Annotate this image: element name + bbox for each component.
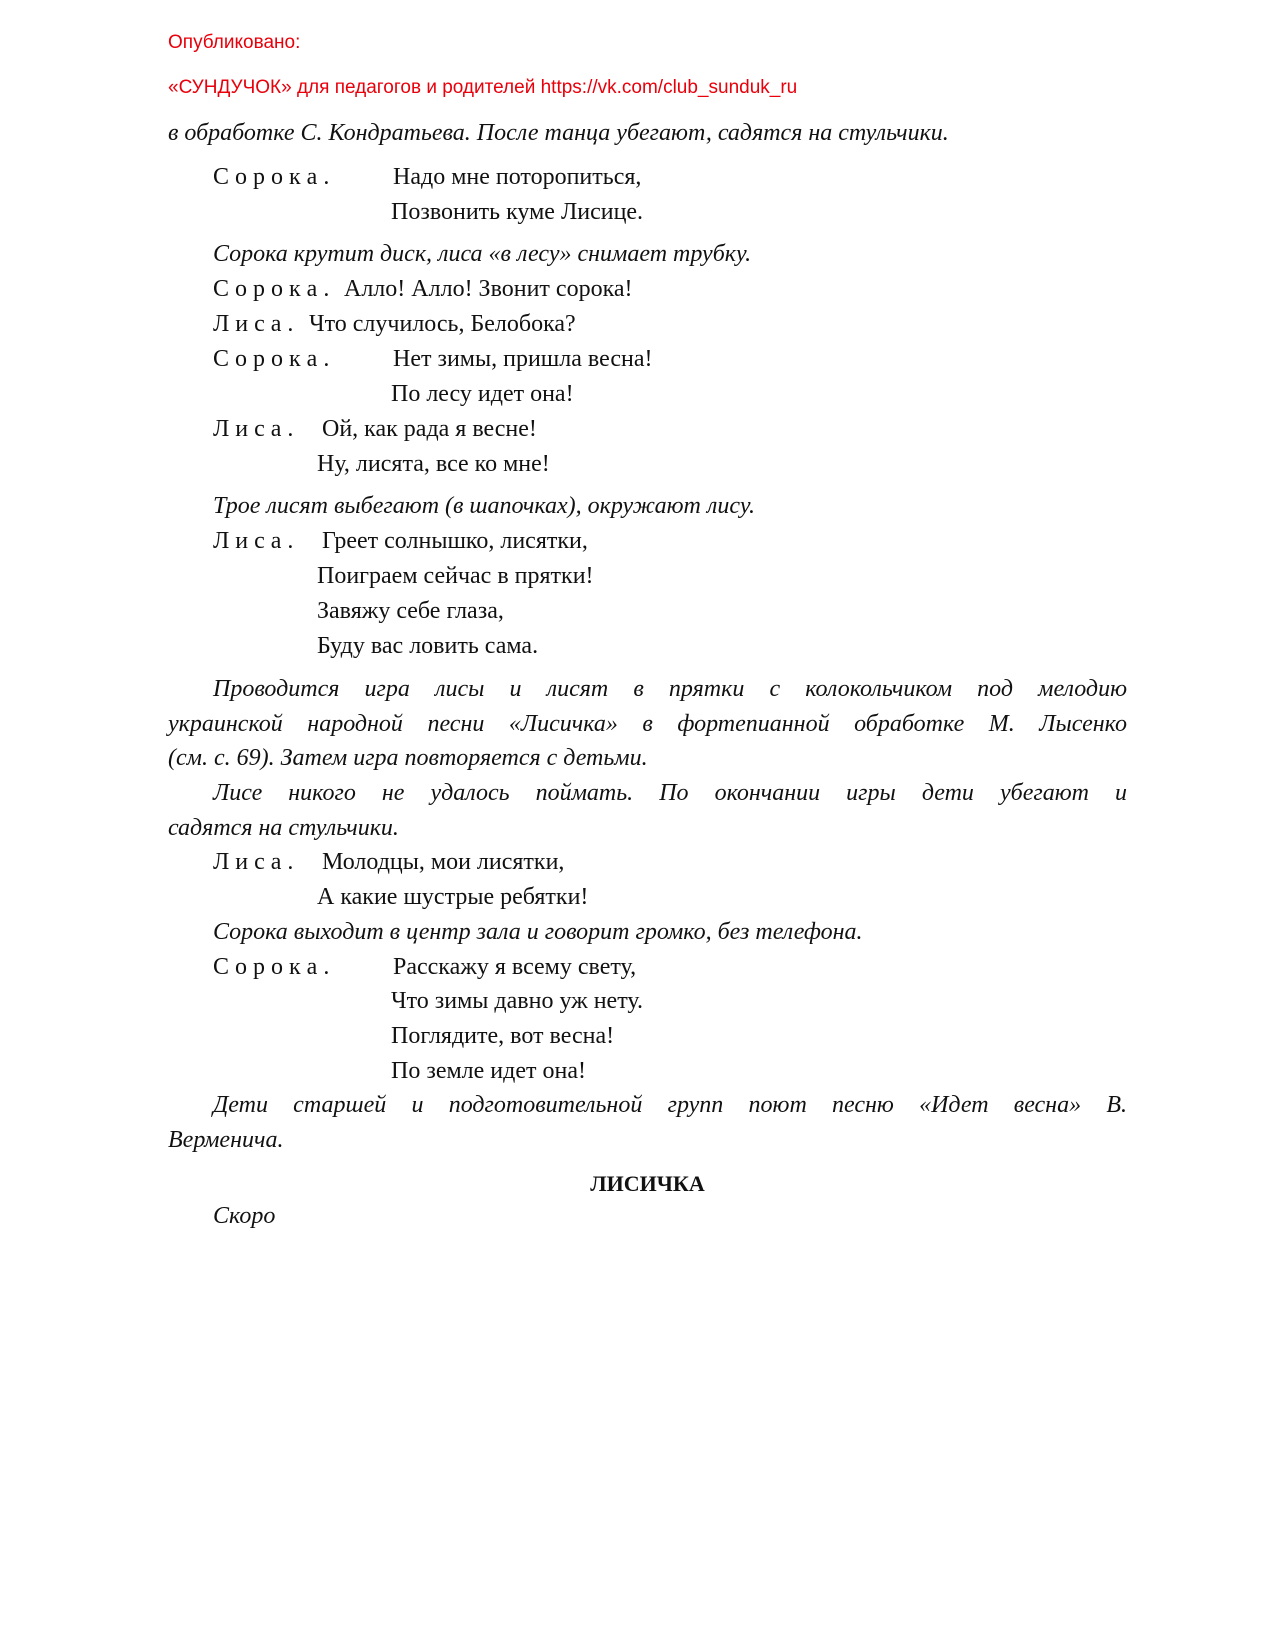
speaker: Л и с а .	[213, 528, 294, 554]
verse-line: Позвонить куме Лисице.	[391, 199, 644, 225]
speaker: С о р о к а .	[213, 954, 330, 980]
verse-line: Ну, лисята, все ко мне!	[317, 451, 550, 477]
verse-line: Молодцы, мои лисятки,	[322, 849, 565, 875]
verse-line: Буду вас ловить сама.	[317, 633, 539, 659]
verse-line: Завяжу себе глаза,	[317, 598, 504, 624]
paragraph-line: Дети старшей и подготовительной групп поют песню «Идет весна» В.	[213, 1092, 1127, 1118]
verse-line: Ой, как рада я весне!	[322, 416, 537, 442]
speaker: Л и с а .	[213, 311, 294, 337]
verse-line: Греет солнышко, лисятки,	[322, 528, 588, 554]
song-title: ЛИСИЧКА	[590, 1171, 705, 1196]
remark: Сорока крутит диск, лиса «в лесу» снимает трубку.	[213, 241, 752, 267]
verse-line: Надо мне поторопиться,	[393, 164, 642, 190]
speaker: С о р о к а .	[213, 276, 330, 302]
tempo-marking: Скоро	[213, 1203, 276, 1229]
remark: Сорока выходит в центр зала и говорит громко, без телефона.	[213, 919, 863, 945]
speaker: Л и с а .	[213, 849, 294, 875]
speaker: С о р о к а .	[213, 346, 330, 372]
verse-line: Что зимы давно уж нету.	[391, 988, 643, 1014]
verse-line: По лесу идет она!	[391, 381, 574, 407]
verse-line: А какие шустрые ребятки!	[317, 884, 589, 910]
verse-line: Нет зимы, пришла весна!	[393, 346, 653, 372]
verse-line: Поглядите, вот весна!	[391, 1023, 615, 1049]
verse-line: Что случилось, Белобока?	[309, 311, 576, 337]
remark: Трое лисят выбегают (в шапочках), окружают лису.	[213, 493, 755, 519]
paragraph-line: (см. с. 69). Затем игра повторяется с детьми.	[168, 745, 648, 771]
remark: в обработке С. Кондратьева. После танца убегают, садятся на стульчики.	[168, 120, 949, 146]
published-label: Опубликовано:	[168, 32, 301, 53]
paragraph-line: Проводится игра лисы и лисят в прятки с колокольчиком под мелодию	[213, 676, 1127, 702]
source-link[interactable]: «СУНДУЧОК» для педагогов и родителей https://vk.com/club_sunduk_ru	[168, 77, 798, 98]
verse-line: Расскажу я всему свету,	[393, 954, 637, 980]
verse-line: По земле идет она!	[391, 1058, 586, 1084]
verse-line: Алло! Алло! Звонит сорока!	[344, 276, 633, 302]
speaker: Л и с а .	[213, 416, 294, 442]
verse-line: Поиграем сейчас в прятки!	[317, 563, 594, 589]
paragraph-line: Верменича.	[168, 1127, 284, 1153]
paragraph-line: садятся на стульчики.	[168, 815, 399, 841]
paragraph-line: украинской народной песни «Лисичка» в фортепианной обработке М. Лысенко	[168, 711, 1127, 737]
paragraph-line: Лисе никого не удалось поймать. По окончании игры дети убегают и	[213, 780, 1127, 806]
speaker: С о р о к а .	[213, 164, 330, 190]
